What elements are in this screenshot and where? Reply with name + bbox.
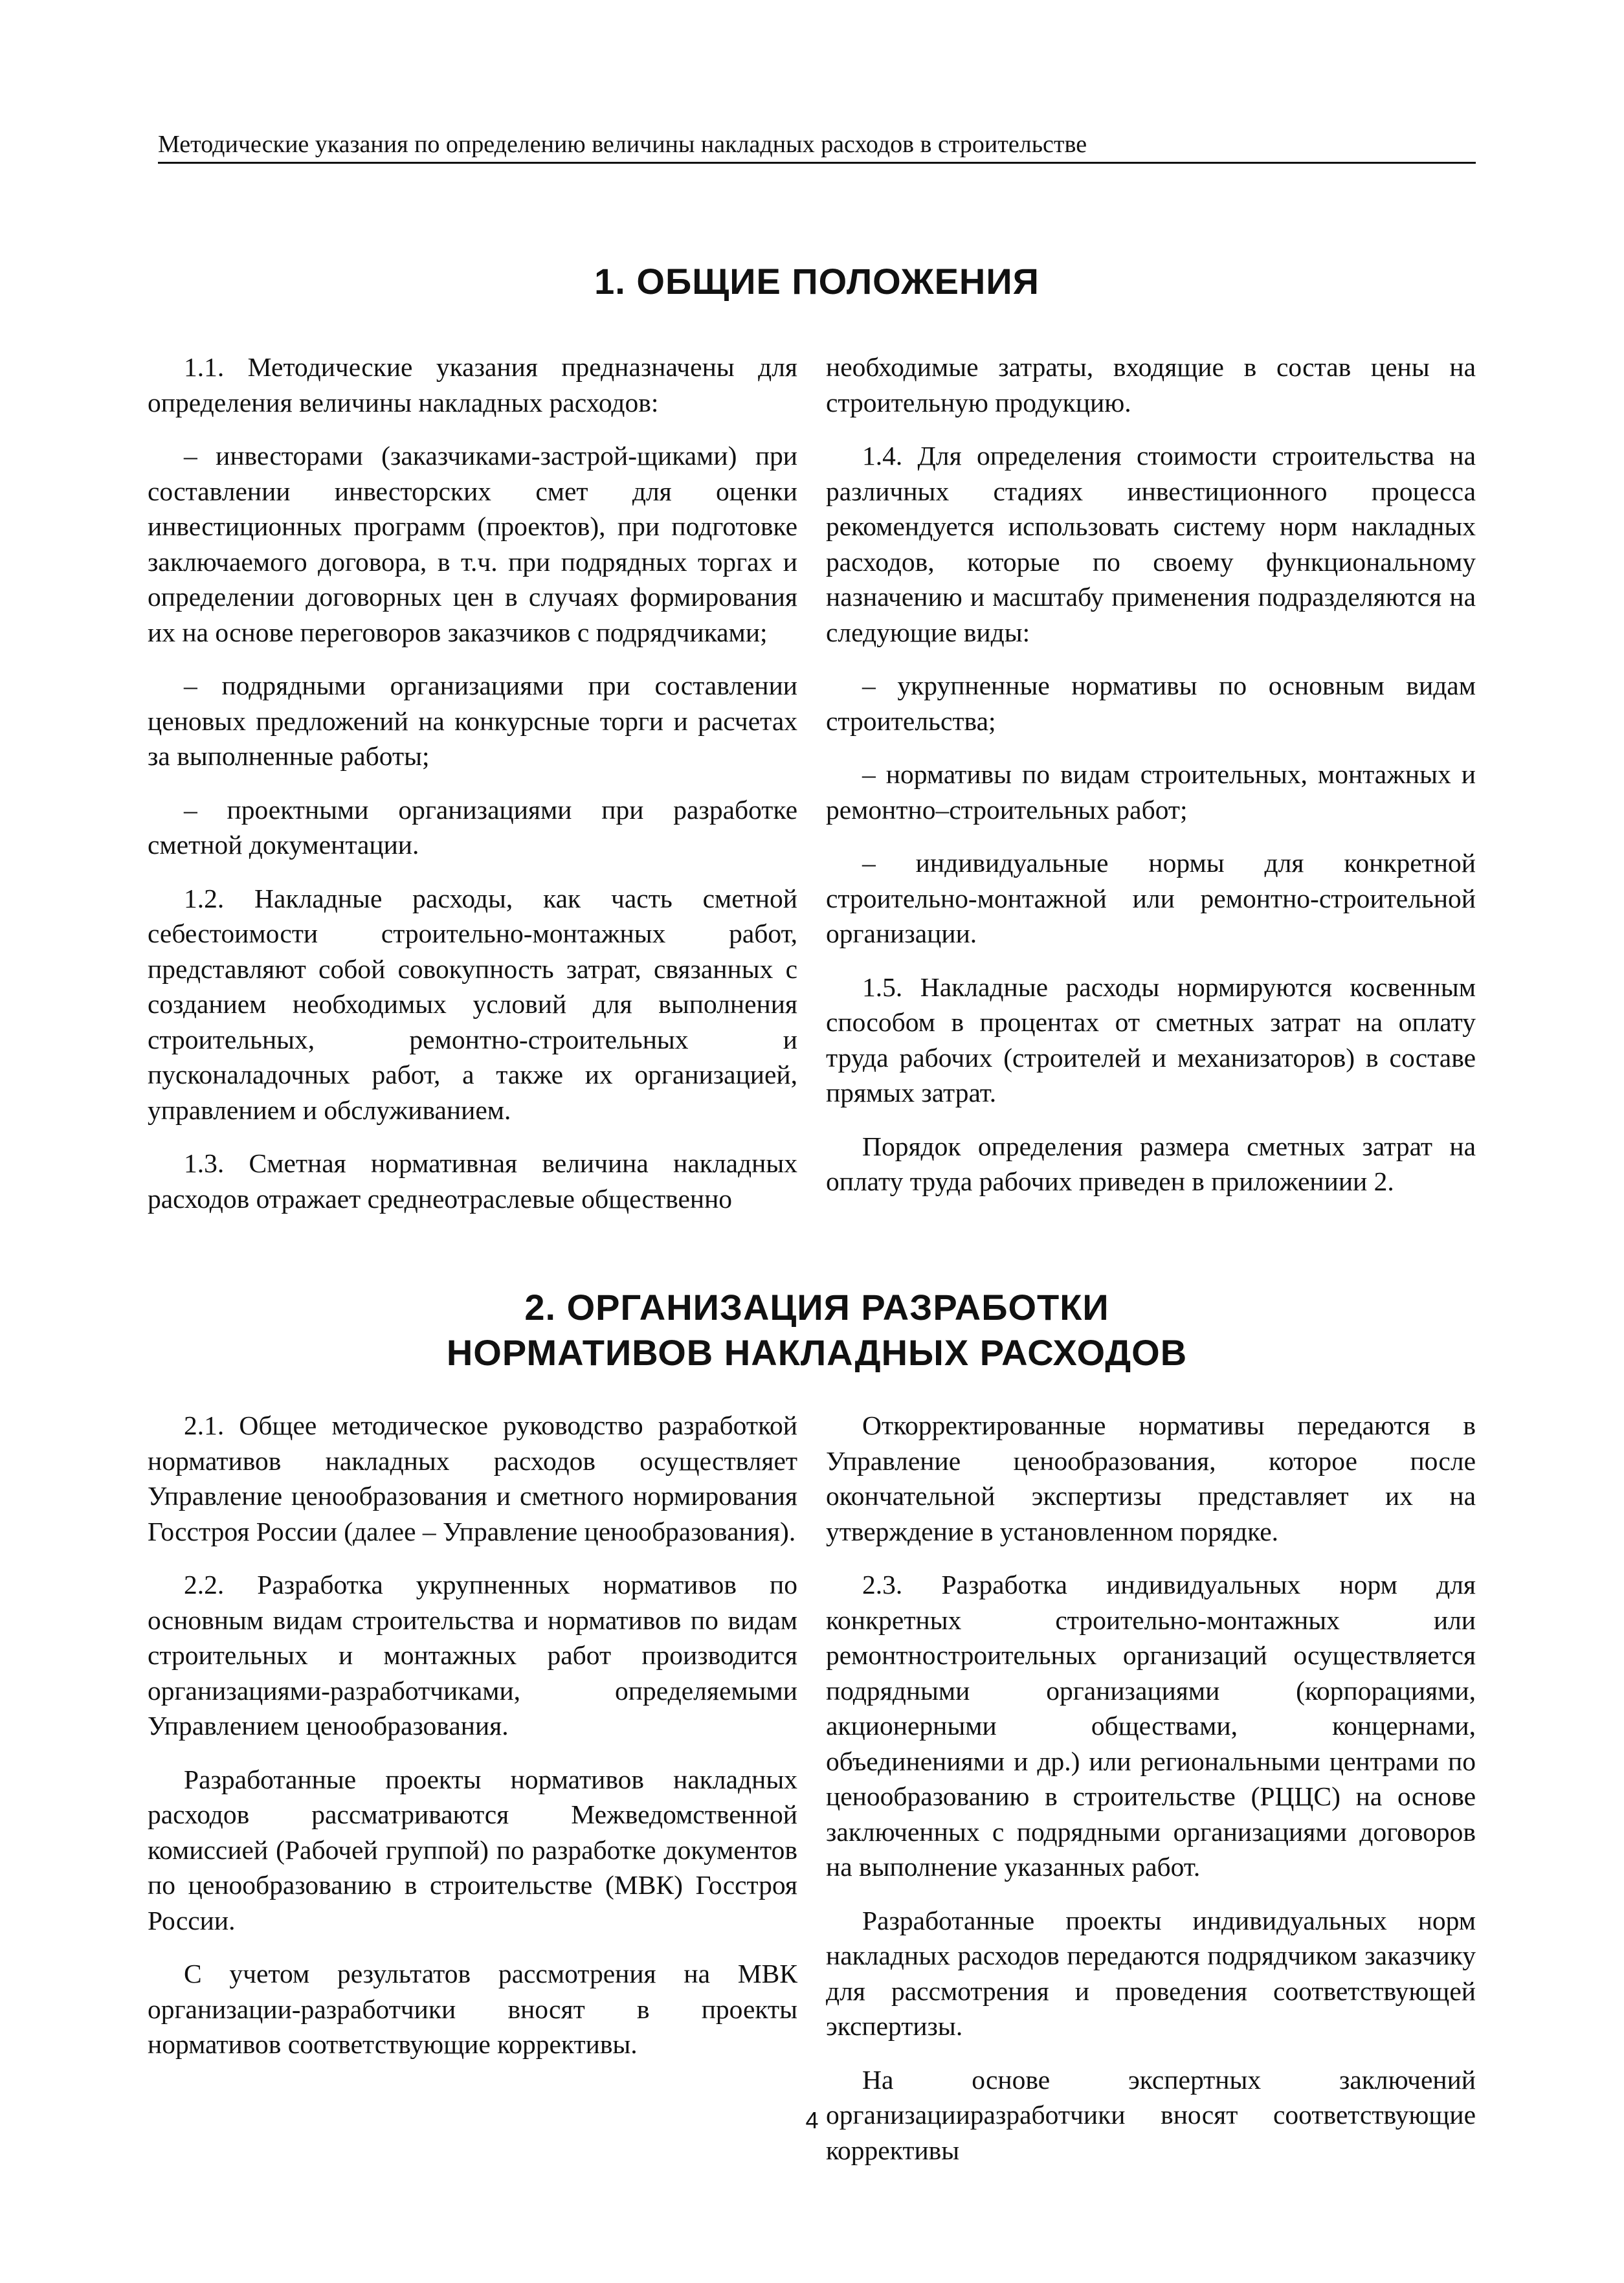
section-2-title-line-1: 2. ОРГАНИЗАЦИЯ РАЗРАБОТКИ bbox=[524, 1287, 1109, 1328]
paragraph: 1.5. Накладные расходы нормируются косвенным способом в процентах от сметных затрат на оплату труда рабочих (строителей и механизаторов) в составе прямых затрат. bbox=[826, 972, 1476, 1108]
section-2-left-column bbox=[148, 1408, 797, 2080]
paragraph: 1.1. Методические указания предназначены для определения величины накладных расходов: bbox=[148, 352, 797, 418]
paragraph: – инвесторами (заказчиками-застрой-щиками) при составлении инвесторских смет для оценки инвестиционных программ (проектов), при подготовке заключаемого договора, в т.ч. при подрядных торгах и определении договорных цен в случаях формирования их на основе переговоров заказчиков с подрядчиками; bbox=[148, 441, 797, 647]
paragraph: Порядок определения размера сметных затрат на оплату труда рабочих приведен в приложениии 2. bbox=[826, 1131, 1476, 1196]
section-2-right-column bbox=[826, 1408, 1476, 2186]
paragraph: – укрупненные нормативы по основным видам строительства; bbox=[826, 671, 1476, 736]
page-number: 4 bbox=[805, 2107, 819, 2133]
paragraph: 2.1. Общее методическое руководство разработкой нормативов накладных расходов осуществляет Управление ценообразования и сметного нормирования Госстроя России (далее – Управление ценообразования). bbox=[148, 1410, 797, 1546]
section-1-left-column bbox=[148, 350, 797, 1234]
section-1-right-column bbox=[826, 350, 1476, 1218]
paragraph: необходимые затраты, входящие в состав цены на строительную продукцию. bbox=[826, 352, 1476, 418]
paragraph: – индивидуальные нормы для конкретной строительно-монтажной или ремонтно-строительной организации. bbox=[826, 848, 1476, 948]
paragraph: 1.2. Накладные расходы, как часть сметной себестоимости строительно-монтажных работ, представляют собой совокупность затрат, связанных с созданием необходимых условий для выполнения строительных, ремонтно-строительных и пусконаладочных работ, а также их организацией, управлением и обслуживанием. bbox=[148, 883, 797, 1125]
paragraph: 1.4. Для определения стоимости строительства на различных стадиях инвестиционного процесса рекомендуется использовать систему норм накладных расходов, которые по своему функциональному назначению и масштабу применения подразделяются на следующие виды: bbox=[826, 441, 1476, 647]
paragraph: На основе экспертных заключений организацииразработчики вносят соответствующие коррективы bbox=[826, 2064, 1476, 2165]
paragraph: – подрядными организациями при составлении ценовых предложений на конкурсные торги и расчетах за выполненные работы; bbox=[148, 671, 797, 771]
paragraph: Разработанные проекты индивидуальных норм накладных расходов передаются подрядчиком заказчику для рассмотрения и проведения соответствующей экспертизы. bbox=[826, 1905, 1476, 2041]
paragraph: 2.3. Разработка индивидуальных норм для конкретных строительно-монтажных или ремонтностроительных организаций осуществляется подрядными организациями (корпорациями, акционерными обществами, концернами, объединениями и др.) или региональными центрами по ценообразованию в строительстве (РЦЦС) на основе заключенных с подрядными организациями договоров на выполнение указанных работ. bbox=[826, 1570, 1476, 1882]
section-1-title: 1. ОБЩИЕ ПОЛОЖЕНИЯ bbox=[594, 261, 1040, 302]
paragraph: 2.2. Разработка укрупненных нормативов по основным видам строительства и нормативов по видам строительных и монтажных работ производится организациями-разработчиками, определяемыми Управлением ценообразования. bbox=[148, 1570, 797, 1741]
paragraph: Откорректированные нормативы передаются в Управление ценообразования, которое после окончательной экспертизы представляет их на утверждение в установленном порядке. bbox=[826, 1410, 1476, 1546]
paragraph: Разработанные проекты нормативов накладных расходов рассматриваются Межведомственной комиссией (Рабочей группой) по разработке документов по ценообразованию в строительстве (МВК) Госстроя России. bbox=[148, 1764, 797, 1935]
section-2-title bbox=[158, 1285, 1476, 1375]
paragraph: – проектными организациями при разработке сметной документации. bbox=[148, 794, 797, 860]
paragraph: С учетом результатов рассмотрения на МВК организации-разработчики вносят в проекты нормативов соответствующие коррективы. bbox=[148, 1959, 797, 2059]
paragraph: – нормативы по видам строительных, монтажных и ремонтно–строительных работ; bbox=[826, 759, 1476, 825]
section-2-title-line-2: НОРМАТИВОВ НАКЛАДНЫХ РАСХОДОВ bbox=[446, 1332, 1188, 1373]
paragraph: 1.3. Сметная нормативная величина накладных расходов отражает среднеотраслевые общественно bbox=[148, 1148, 797, 1214]
running-header: Методические указания по определению величины накладных расходов в строительстве bbox=[158, 128, 1476, 164]
